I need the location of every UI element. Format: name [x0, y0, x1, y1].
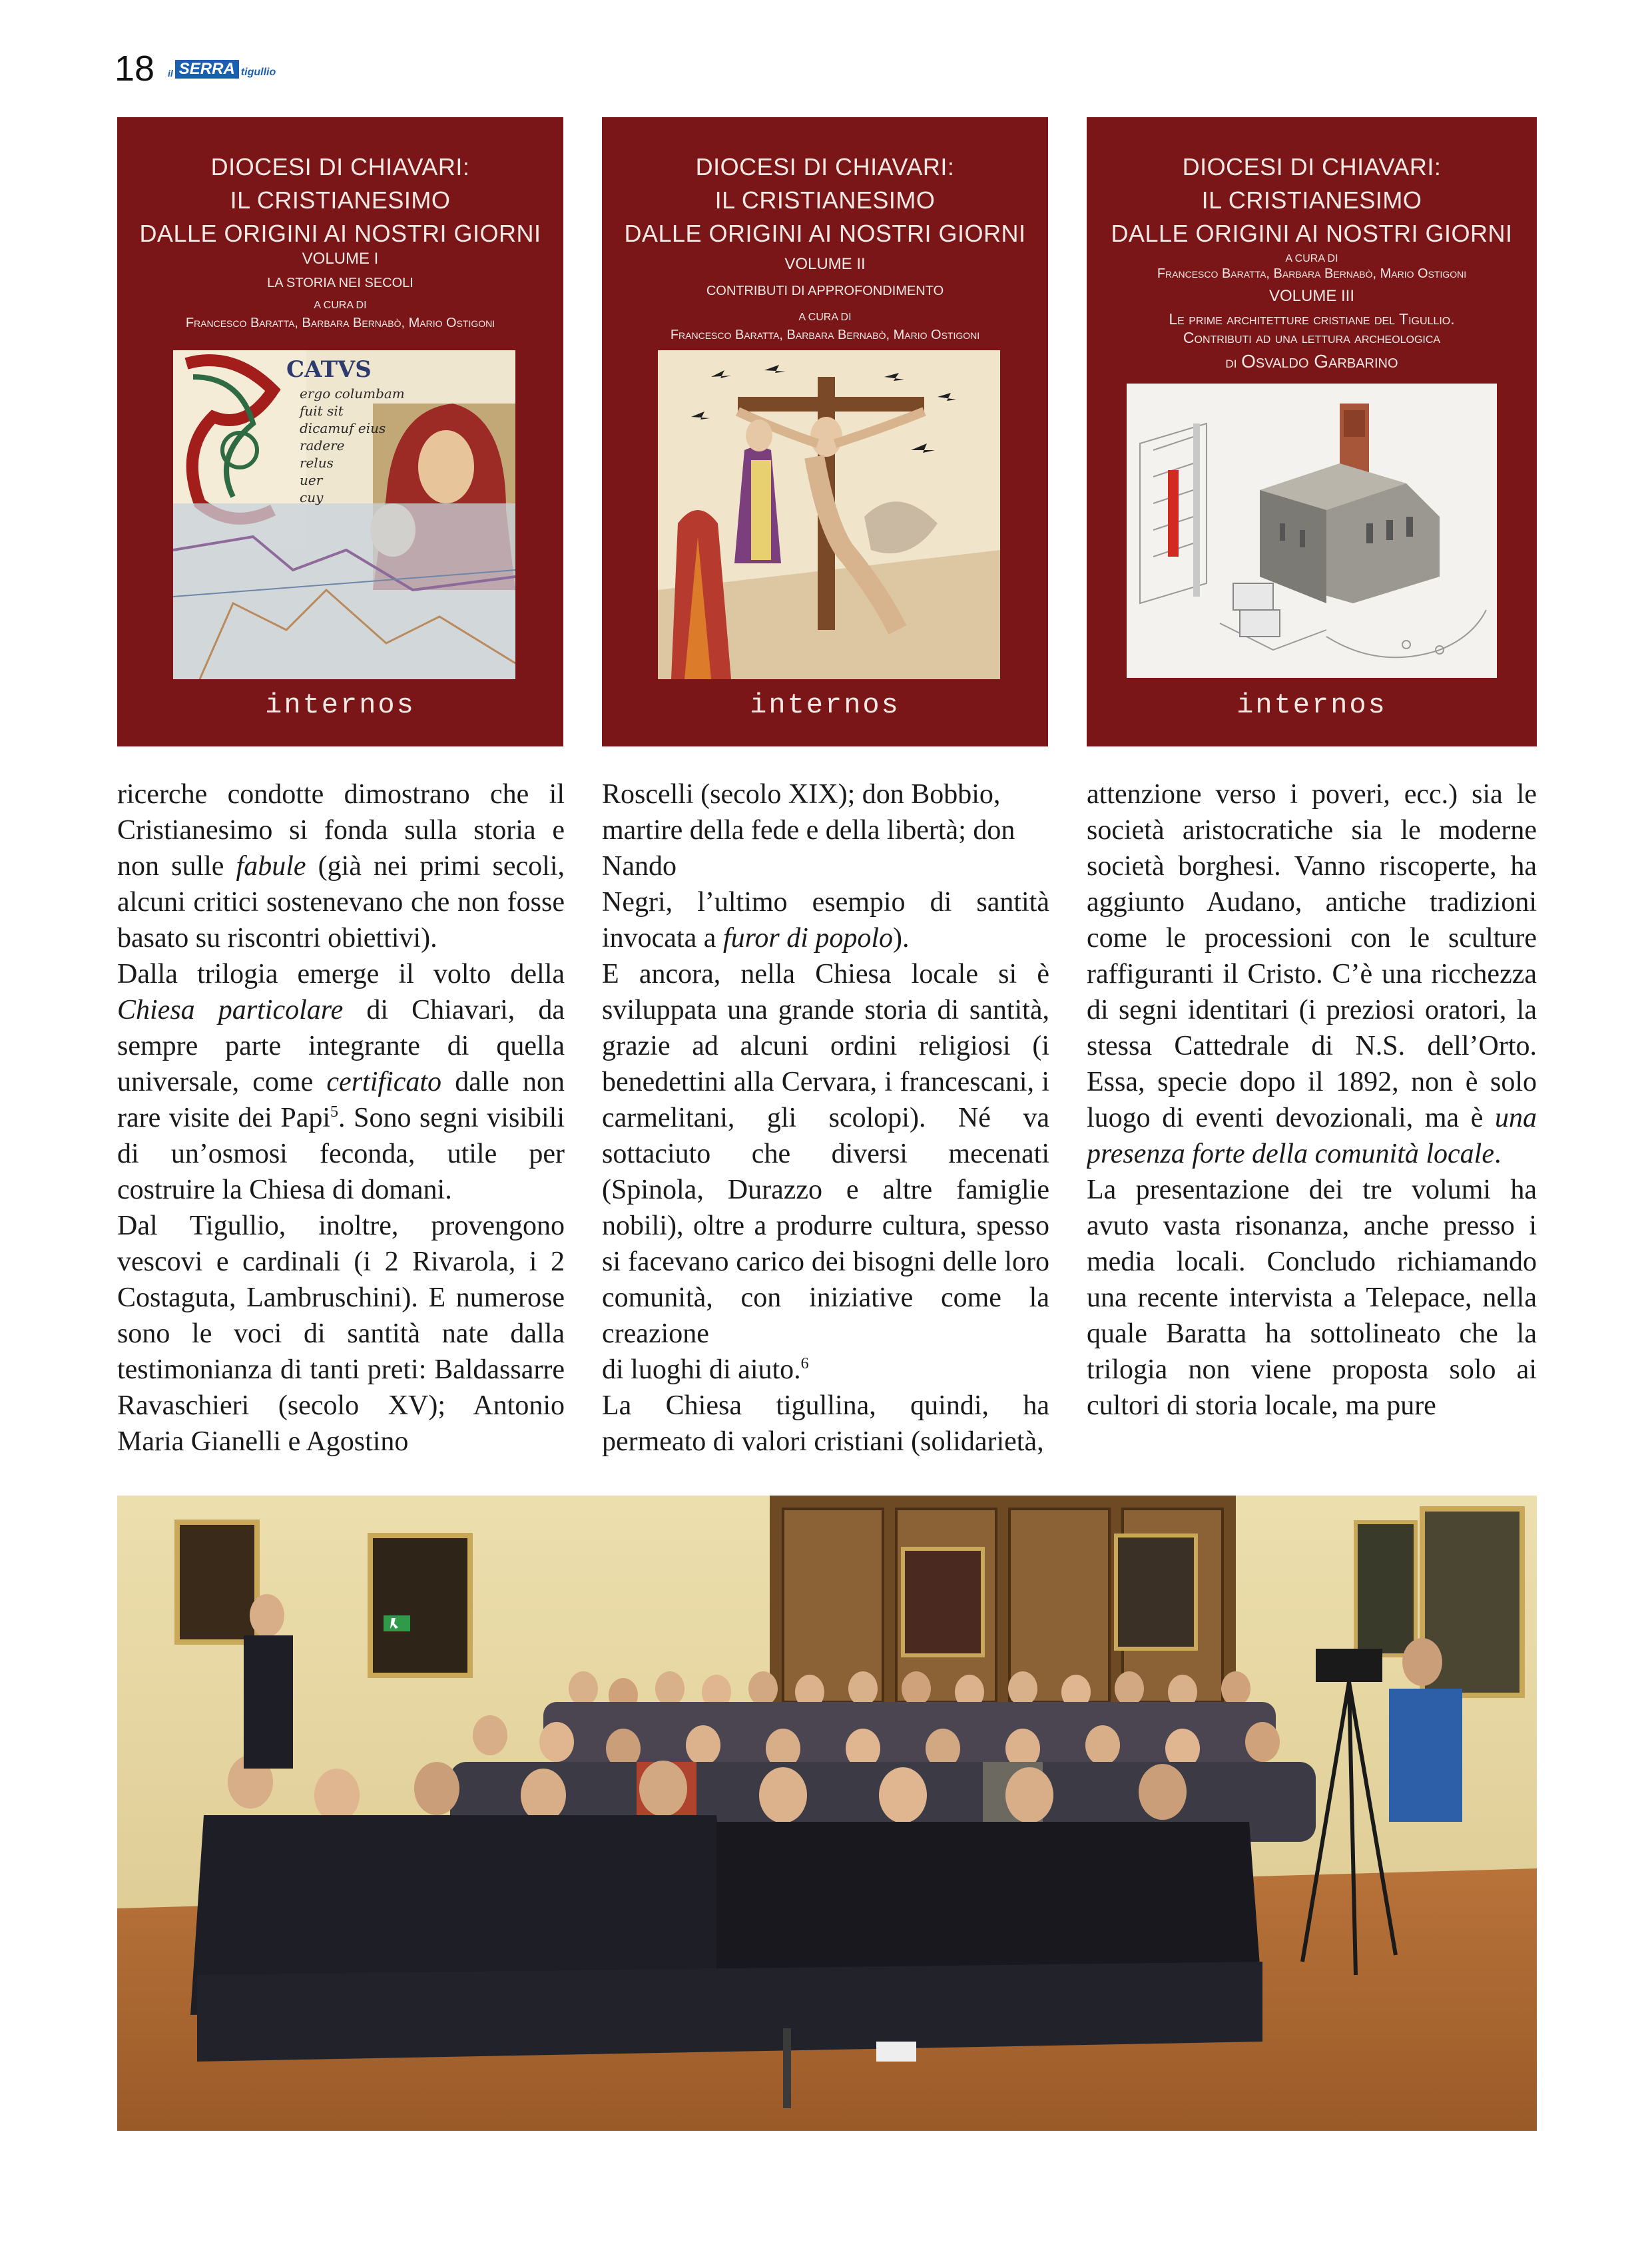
exit-sign-icon: [384, 1615, 410, 1631]
publisher-logo: internos: [1237, 689, 1387, 721]
cover-author-prefix: di: [1225, 354, 1237, 372]
art-script-line: ergo columbam: [300, 386, 405, 402]
cover-subtitle-line-1: Le prime architetture cristiane del Tigullio.: [1169, 310, 1455, 328]
book-cover-volume-3: [1087, 117, 1537, 746]
masthead-main: SERRA: [175, 60, 239, 79]
masthead-sub: tigullio: [240, 67, 276, 78]
cover-title-line: DALLE ORIGINI AI NOSTRI GIORNI: [624, 220, 1026, 247]
cover-title-line: IL CRISTIANESIMO: [1201, 186, 1422, 214]
cover-title-line: DIOCESI DI CHIAVARI:: [695, 153, 955, 180]
cover-author-line: [1100, 353, 1523, 372]
text-run: Negri, l’ultimo esempio di santità invocata a: [602, 887, 1049, 954]
book-cover-volume-1: [117, 117, 563, 746]
art-script-line: radere: [300, 437, 345, 453]
paragraph: [1087, 776, 1537, 1172]
cover-artwork-madonna: [173, 350, 515, 679]
article-column-2: [602, 776, 1049, 1489]
paragraph: Roscelli (secolo XIX); don Bobbio, martire della fede e della libertà; don Nando: [602, 779, 1015, 882]
event-audience-photo: [117, 1496, 1537, 2131]
italic-run: fabule: [236, 851, 306, 882]
cover-title: [1087, 150, 1537, 250]
cover-title-line: IL CRISTIANESIMO: [714, 186, 936, 214]
cover-subtitle-line-2: Contributi ad una lettura archeologica: [1183, 329, 1441, 346]
masthead-small: il: [168, 68, 173, 79]
text-run: ricerche condotte dimostrano che il Cristianesimo si fonda sulla storia e non sulle: [117, 779, 565, 882]
italic-run: furor di popolo: [722, 923, 894, 954]
paragraph: [117, 956, 565, 1208]
article-column-1: [117, 776, 565, 1489]
cover-authors: Francesco Baratta, Barbara Bernabò, Mario Ostigoni: [1157, 266, 1467, 281]
paragraph: La Chiesa tigullina, quindi, ha permeato di valori cristiani (solidarietà,: [602, 1390, 1049, 1457]
art-script-line: dicamuf eius: [300, 420, 386, 436]
text-run: dalle non rare visite dei Papi: [117, 1067, 565, 1133]
footnote-ref: 5: [330, 1103, 339, 1121]
text-run: Dalla trilogia emerge il volto della: [117, 959, 565, 989]
cover-volume: VOLUME II: [784, 255, 866, 273]
text-run: di luoghi di aiuto.: [602, 1354, 801, 1385]
paragraph: La presentazione dei tre volumi ha avuto vasta risonanza, anche presso i media locali. Concludo richiamando una recente intervista a Telepace, nella quale Baratta ha sottolineato che la trilogia non viene proposta solo ai cultori di storia locale, ma pure: [1087, 1175, 1537, 1421]
cover-volume: VOLUME III: [1268, 287, 1355, 305]
cover-curator-label: A CURA DI: [314, 300, 367, 311]
publisher-logo: internos: [265, 689, 415, 721]
cover-subtitle: CONTRIBUTI DI APPROFONDIMENTO: [706, 284, 944, 298]
cover-title-line: DALLE ORIGINI AI NOSTRI GIORNI: [139, 220, 541, 247]
cover-title-line: DIOCESI DI CHIAVARI:: [210, 153, 470, 180]
italic-run: certificato: [326, 1067, 442, 1097]
cover-authors: Francesco Baratta, Barbara Bernabò, Mario Ostigoni: [670, 328, 980, 342]
text-run: .: [1494, 1139, 1502, 1169]
text-run: (già nei primi secoli, alcuni critici sostenevano che non fosse basato su riscontri obiettivi).: [117, 851, 565, 954]
cover-title-line: DIOCESI DI CHIAVARI:: [1182, 153, 1442, 180]
publisher-logo: internos: [750, 689, 900, 721]
art-script-line: cuy: [300, 489, 324, 505]
italic-run: Chiesa particolare: [117, 995, 344, 1025]
cover-title: [117, 150, 563, 250]
text-run: . Sono segni visibili di un’osmosi feconda, utile per costruire la Chiesa di domani.: [117, 1103, 565, 1205]
book-cover-volume-2: [602, 117, 1048, 746]
magazine-logo: [168, 57, 276, 79]
footnote-ref: 6: [800, 1355, 809, 1372]
paragraph: [117, 776, 565, 956]
text-run: ).: [893, 923, 910, 954]
art-script-heading: CATVS: [286, 356, 372, 383]
cover-volume: VOLUME I: [302, 250, 379, 268]
cover-title: [602, 150, 1048, 250]
paragraph: Dal Tigullio, inoltre, provengono vescovi e cardinali (i 2 Rivarola, i 2 Costaguta, Lambruschini). E numerose sono le voci di santità nate dalla testimonianza di tanti preti: Baldassarre Ravaschieri (secolo XV); Antonio Maria Gianelli e Agostino: [117, 1211, 565, 1457]
text-run: di Chiavari, da sempre parte integrante di quella universale, come: [117, 995, 565, 1097]
cover-authors: Francesco Baratta, Barbara Bernabò, Mario Ostigoni: [185, 316, 495, 330]
text-run: attenzione verso i poveri, ecc.) sia le società aristocratiche sia le moderne società borghesi. Vanno riscoperte, ha aggiunto Audano, antiche tradizioni come le processioni con le sculture raffiguranti il Cristo. C’è una ricchezza di segni identitari (i preziosi oratori, la stessa Cattedrale di N.S. dell’Orto. Essa, specie dopo il 1892, non è solo luogo di eventi devozionali, ma è: [1087, 779, 1537, 1133]
italic-run: una presenza forte della comunità locale: [1087, 1103, 1537, 1169]
cover-artwork-crucifixion: [658, 350, 1000, 679]
article-column-3: [1087, 776, 1537, 1489]
art-script-line: fuit sit: [300, 403, 344, 419]
cover-author: Osvaldo Garbarino: [1241, 351, 1398, 372]
cover-title-line: DALLE ORIGINI AI NOSTRI GIORNI: [1111, 220, 1513, 247]
art-script-line: relus: [300, 455, 334, 471]
paragraph: [602, 884, 1049, 956]
cover-subtitle: LA STORIA NEI SECOLI: [267, 276, 413, 290]
page-number: 18: [115, 49, 155, 89]
paragraph: E ancora, nella Chiesa locale si è sviluppata una grande storia di santità, grazie ad alcuni ordini religiosi (i benedettini alla Cervara, i francescani, i carmelitani, gli scolopi). Né va sottaciuto che diversi mecenati (Spinola, Durazzo e altre famiglie nobili), oltre a produrre cultura, spesso si facevano carico dei bisogni delle loro comunità, con iniziative come la creazione: [602, 959, 1049, 1349]
cover-title-line: IL CRISTIANESIMO: [230, 186, 451, 214]
paragraph: [602, 1352, 1049, 1388]
cover-curator-label: A CURA DI: [798, 312, 852, 323]
cover-curator-label: A CURA DI: [1285, 253, 1338, 264]
cover-artwork-church-architecture: [1127, 384, 1497, 678]
art-script-line: uer: [300, 472, 323, 488]
